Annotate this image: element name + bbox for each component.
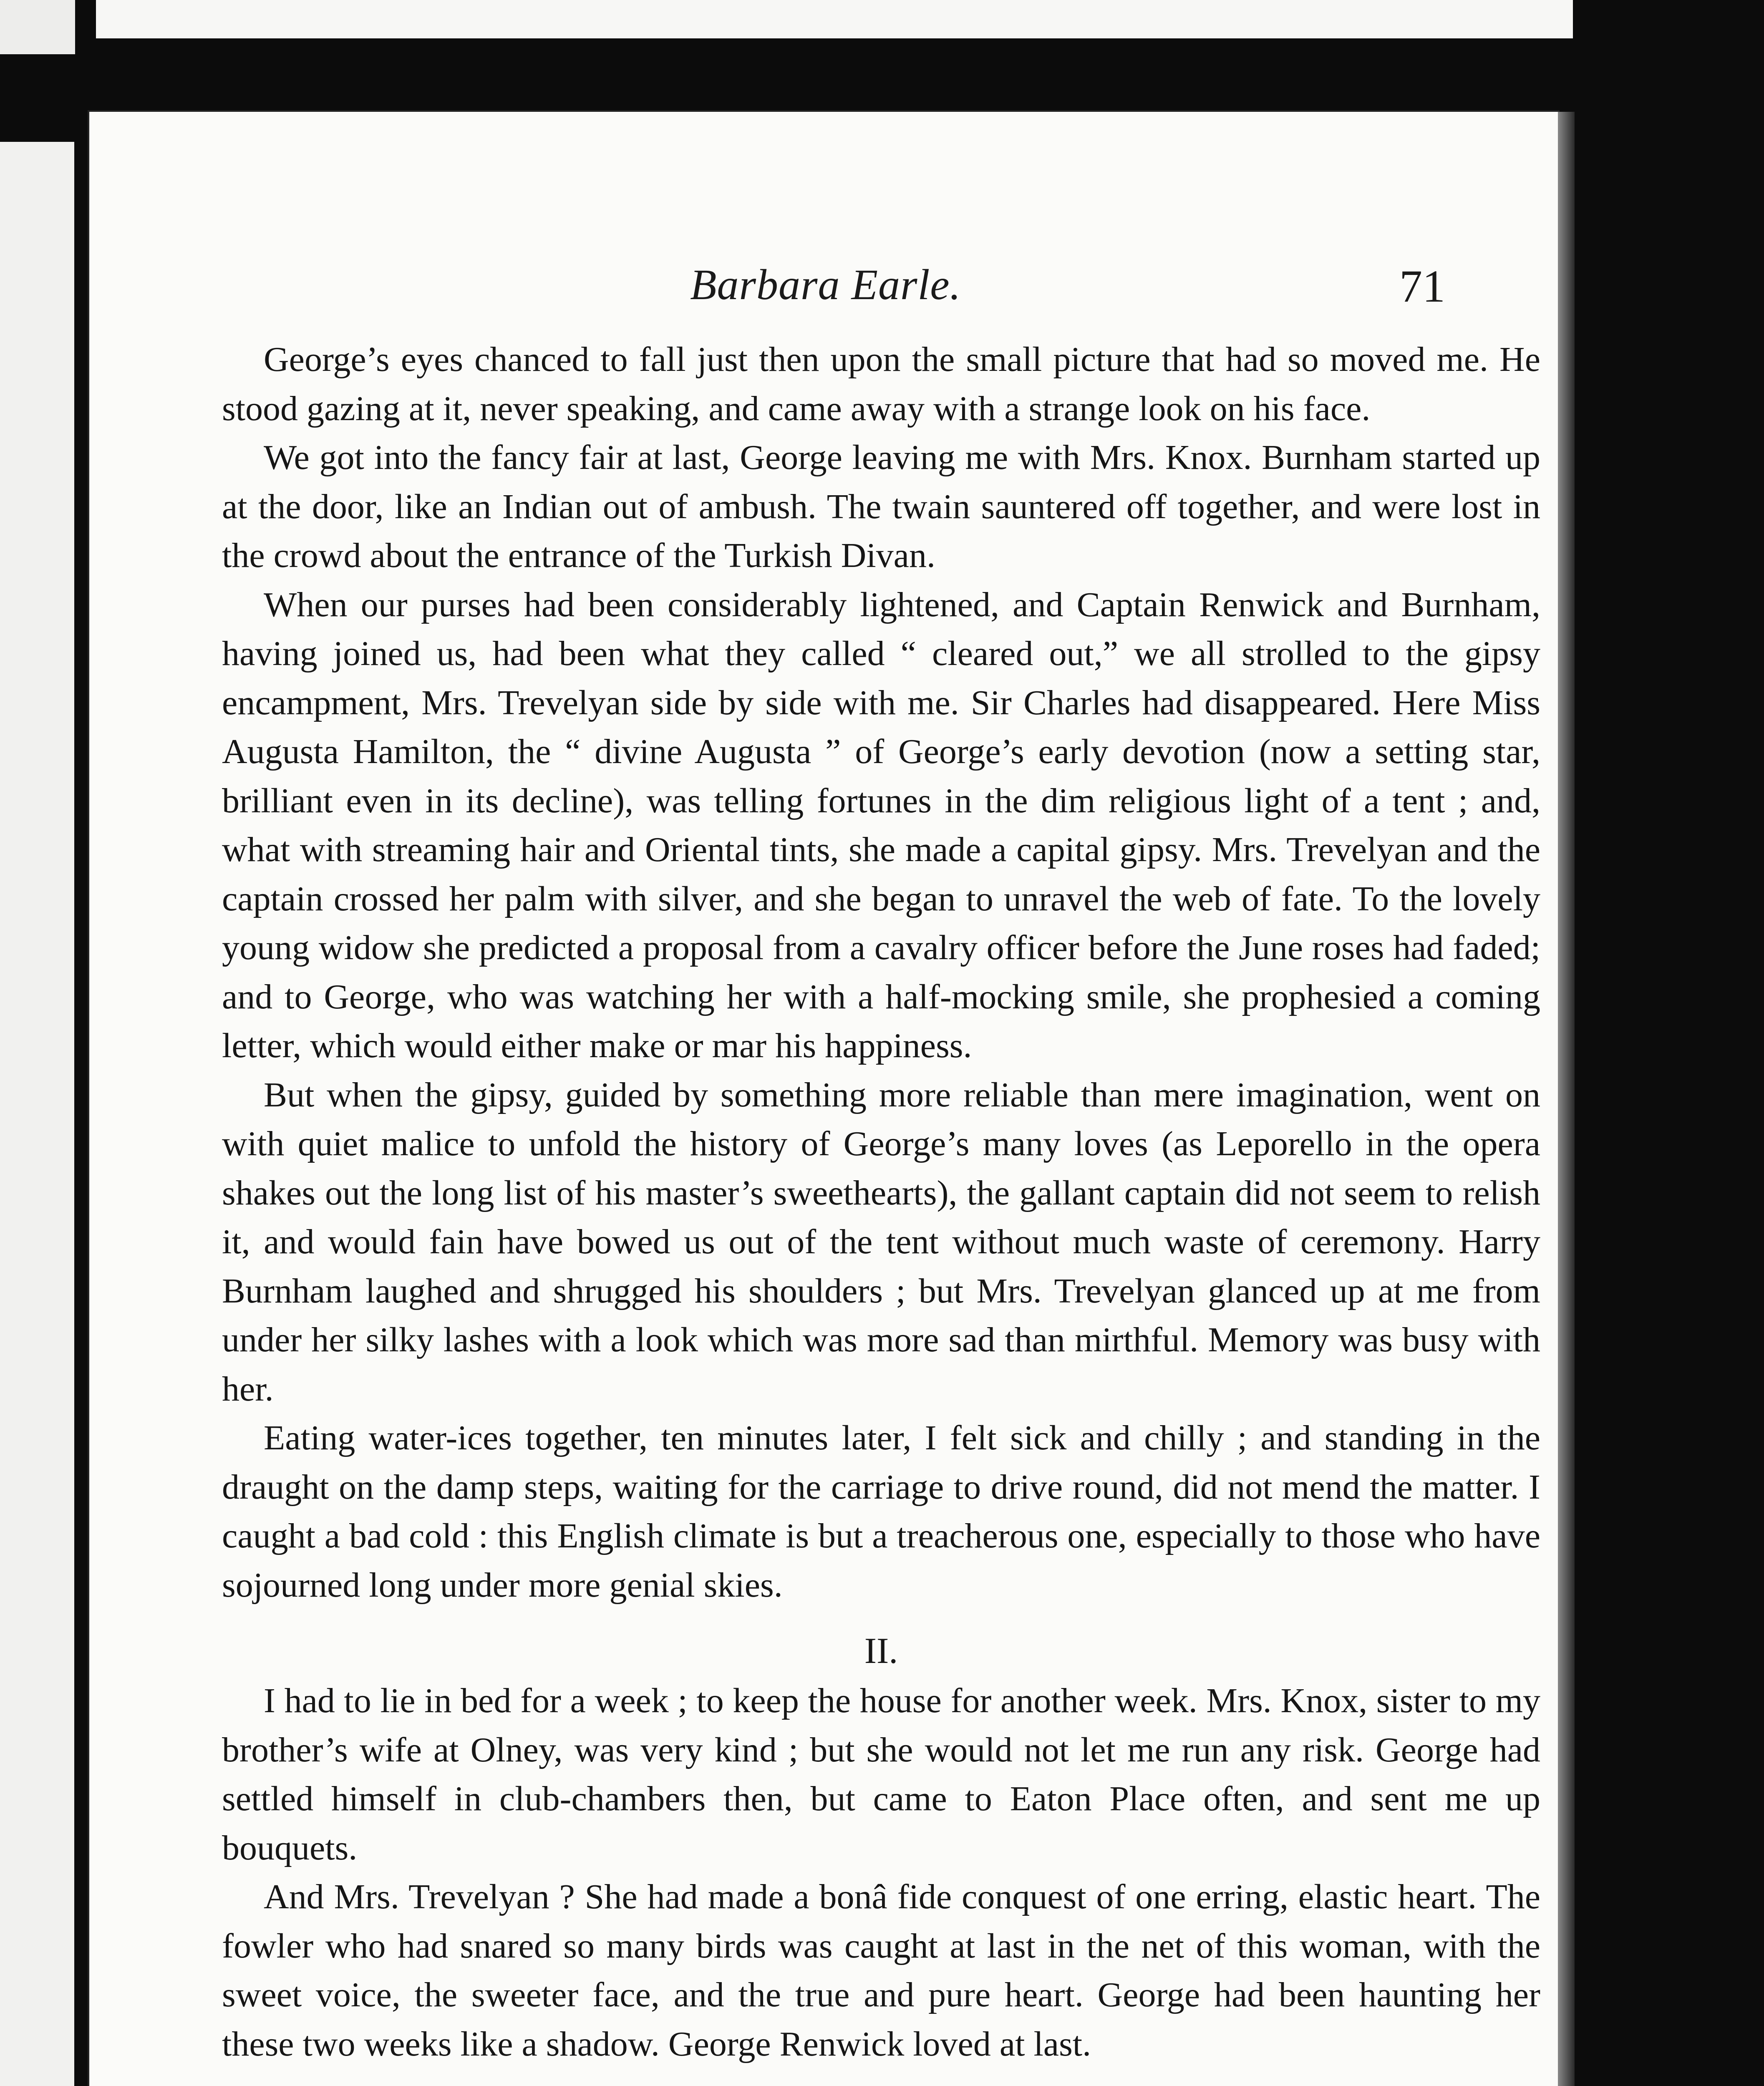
running-head — [89, 260, 1558, 327]
section-heading: II. — [864, 1631, 898, 1671]
page-number: 71 — [1399, 261, 1445, 312]
page-shadow-edge — [1558, 112, 1575, 2086]
paragraph: Eating water-ices together, ten minutes later, I felt sick and chilly ; and standing in the draught on the damp steps, waiting for the carriage to drive round, did not mend the matter. I caught a bad cold : this English climate is but a treacherous one, especially to those who have sojourned long under more genial skies. — [222, 1418, 1540, 1605]
previous-page-corner — [0, 0, 75, 54]
paragraph: And Mrs. Trevelyan ? She had made a bonâ fide conquest of one erring, elastic heart. The fowler who had snared so many birds was caught at last in the net of this woman, with the sweet voice, the sweeter face, and the true and pure heart. George had been haunting her these two weeks like a shadow. George Renwick loved at last. — [222, 1877, 1540, 2063]
paragraph: I had to lie in bed for a week ; to keep the house for another week. Mrs. Knox, sister to my brother’s wife at Olney, was very kind ; but she would not let me run any risk. George had settled himself in club-chambers then, but came to Eaton Place often, and sent me up bouquets. — [222, 1681, 1540, 1867]
paragraph: George’s eyes chanced to fall just then upon the small picture that had so moved me. He stood gazing at it, never speaking, and came away with a strange look on his face. — [222, 340, 1540, 428]
previous-page-edge — [96, 0, 1573, 38]
running-title: Barbara Earle. — [690, 261, 961, 309]
facing-page-edge — [0, 142, 74, 2086]
book-page — [89, 112, 1558, 2086]
paragraph: But when the gipsy, guided by something more reliable than mere imagination, went on with quiet malice to unfold the history of George’s many loves (as Leporello in the opera shakes out the long list of his master’s sweethearts), the gallant captain did not seem to relish it, and would fain have bowed us out of the tent without much waste of ceremony. Harry Burnham laughed and shrugged his shoulders ; but Mrs. Trevelyan glanced up at me from under her silky lashes with a look which was more sad than mirthful. Memory was busy with her. — [222, 1075, 1540, 1408]
body-text — [222, 335, 1540, 2068]
paragraph: We got into the fancy fair at last, George leaving me with Mrs. Knox. Burnham started up at the door, like an Indian out of ambush. The twain sauntered off together, and were lost in the crowd about the entrance of the Turkish Divan. — [222, 438, 1540, 575]
paragraph: When our purses had been considerably lightened, and Captain Renwick and Burnham, having joined us, had been what they called “ cleared out,” we all strolled to the gipsy encampment, Mrs. Trevelyan side by side with me. Sir Charles had disappeared. Here Miss Augusta Hamilton, the “ divine Augusta ” of George’s early devotion (now a setting star, brilliant even in its decline), was telling fortunes in the dim religious light of a tent ; and, what with streaming hair and Oriental tints, she made a capital gipsy. Mrs. Trevelyan and the captain crossed her palm with silver, and she began to unravel the web of fate. To the lovely young widow she predicted a proposal from a cavalry officer before the June roses had faded; and to George, who was watching her with a half-mocking smile, she prophesied a coming letter, which would either make or mar his happiness. — [222, 585, 1540, 1065]
